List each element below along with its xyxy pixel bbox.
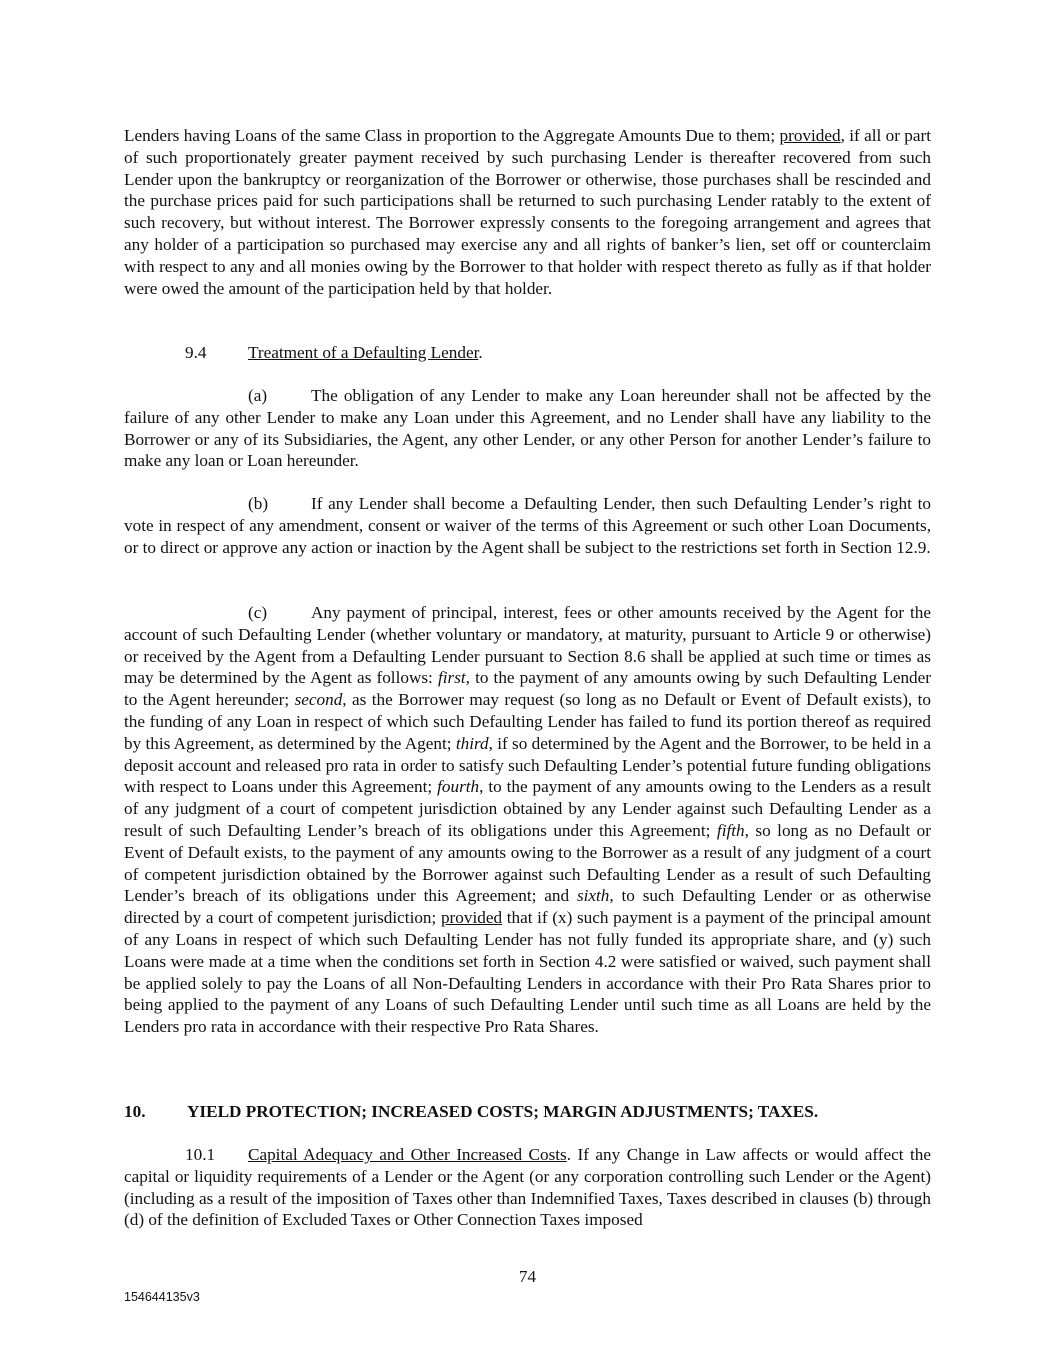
ordinal-first: first (437, 668, 466, 688)
ordinal-third: third (455, 733, 489, 753)
section-title: Capital Adequacy and Other Increased Costs (248, 1145, 567, 1164)
article-title: YIELD PROTECTION; INCREASED COSTS; MARGIN ADJUSTMENTS; TAXES. (187, 1102, 819, 1121)
page-number: 74 (518, 1267, 537, 1286)
ordinal-sixth: sixth (576, 886, 610, 906)
clause-label: (c) (248, 603, 268, 622)
ordinal-second: second (294, 690, 343, 710)
clause-text: If any Lender shall become a Defaulting Lender, then such Defaulting Lender’s right to vote in respect of any amendment, consent or waiver of the terms of this Agreement or such other Loan Documents, or to direct or approve any action or inaction by the Agent shall be subject to the restrictions set forth in Section 12.9. (124, 494, 931, 557)
section-text: . If any Change in Law affects or would affect the capital or liquidity requirements of a Lender or the Agent (or any corporation controlling such Lender or the Agent) (including as a result of the imposition of Taxes other than Indemnified Taxes, Taxes described in clauses (b) through (d) of the definition of Excluded Taxes or Other Connection Taxes imposed (124, 1145, 931, 1230)
paragraph-text: Lenders having Loans of the same Class in proportion to the Aggregate Amounts Due to them; (124, 126, 780, 145)
continuation-paragraph (124, 125, 931, 299)
clause-text: , to the payment of any amounts owing by such Defaulting Lender to the Agent hereunder; (124, 668, 931, 710)
paragraph-text: , if all or part of such proportionately greater payment received by such purchasing Lender is thereafter recovered from such Lender upon the bankruptcy or reorganization of the Borrower or otherwise, those purchases shall be rescinded and the purchase prices paid for such participations shall be returned to such purchasing Lender ratably to the extent of such recovery, but without interest. The Borrower expressly consents to the foregoing arrangement and agrees that any holder of a participation so purchased may exercise any and all rights of banker’s lien, set off or counterclaim with respect to any and all monies owing by the Borrower to that holder with respect thereto as fully as if that holder were owed the amount of the participation held by that holder. (124, 126, 931, 298)
document-code: 154644135v3 (124, 1290, 200, 1304)
clause-label: (a) (248, 386, 268, 405)
article-number: 10. (124, 1102, 146, 1121)
clause-text: that if (x) such payment is a payment of the principal amount of any Loans in respect of which such Defaulting Lender has not fully funded its appropriate share, and (y) such Loans were made at a time when the conditions set forth in Section 4.2 were satisfied or waived, such payment shall be applied solely to pay the Loans of all Non-Defaulting Lenders in accordance with their Pro Rata Shares prior to being applied to the payment of any Loans of such Defaulting Lender until such time as all Loans are held by the Lenders pro rata in accordance with their respective Pro Rata Shares. (124, 908, 932, 1037)
clause-text: , so long as no Default or Event of Default exists, to the payment of any amounts owing to the Borrower as a result of any judgment of a court of competent jurisdiction obtained by the Borrower against such Defaulting Lender as a result of such Defaulting Lender’s breach of its obligations under this Agreement; and (124, 820, 931, 906)
article-10-heading (124, 1101, 931, 1123)
ordinal-fourth: fourth (437, 777, 480, 797)
section-number: 9.4 (185, 343, 207, 362)
clause-label: (b) (248, 494, 269, 513)
section-title-punct: . (478, 343, 483, 362)
clause-text: , to such Defaulting Lender or as otherwise directed by a court of competent jurisdiction; (124, 886, 931, 928)
provided-term: provided (779, 126, 841, 145)
section-10-1 (124, 1144, 931, 1231)
clause-text: , as the Borrower may request (so long as no Default or Event of Default exists), to the funding of any Loan in respect of which such Defaulting Lender has failed to fund its portion thereof as required by this Agreement, as determined by the Agent; (124, 690, 932, 753)
clause-text: Any payment of principal, interest, fees or other amounts received by the Agent for the account of such Defaulting Lender (whether voluntary or mandatory, at maturity, pursuant to Article 9 or otherwise) or received by the Agent from a Defaulting Lender pursuant to Section 8.6 shall be applied at such time or times as may be determined by the Agent as follows: (124, 603, 931, 688)
clause-b (124, 493, 931, 558)
clause-a (124, 385, 931, 472)
clause-text: The obligation of any Lender to make any Loan hereunder shall not be affected by the failure of any other Lender to make any Loan under this Agreement, and no Lender shall have any liability to the Borrower or any of its Subsidiaries, the Agent, any other Lender, or any other Person for another Lender’s failure to make any loan or Loan hereunder. (124, 386, 931, 471)
clause-text: , to the payment of any amounts owing to the Lenders as a result of any judgment of a court of competent jurisdiction obtained by any Lender against such Defaulting Lender as a result of such Defaulting Lender’s breach of its obligations under this Agreement; (124, 777, 931, 840)
ordinal-fifth: fifth (716, 820, 745, 840)
provided-term: provided (440, 908, 503, 928)
clause-text: , if so determined by the Agent and the Borrower, to be held in a deposit account and released pro rata in order to satisfy such Defaulting Lender’s potential future funding obligations with respect to Loans under this Agreement; (124, 733, 932, 797)
section-title: Treatment of a Defaulting Lender (248, 343, 479, 362)
section-9-4-heading (185, 342, 885, 364)
clause-c (124, 602, 931, 1038)
section-number: 10.1 (185, 1145, 216, 1164)
